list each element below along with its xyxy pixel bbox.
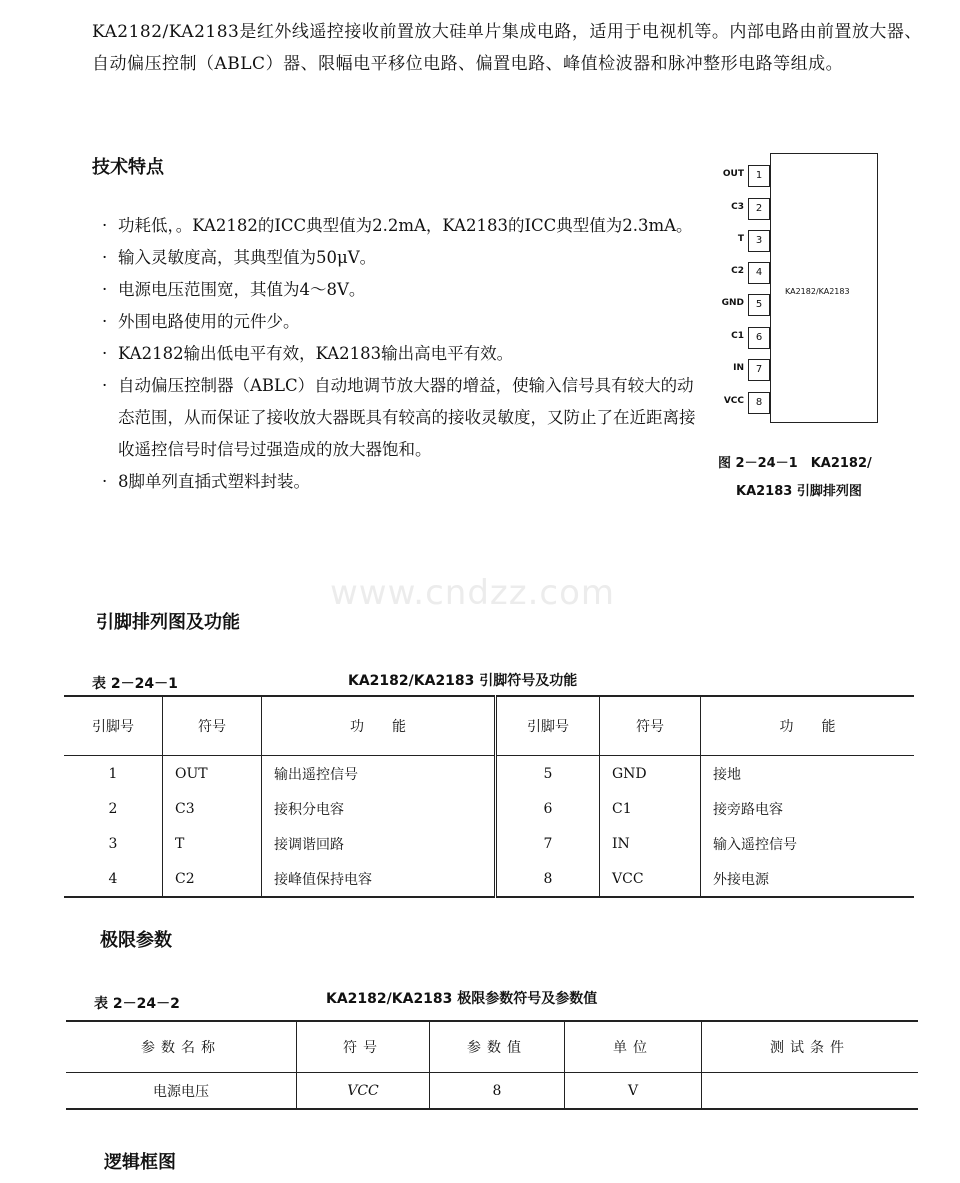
cell: 8 [496,861,600,897]
cell: IN [600,826,701,861]
cell: 接峰值保持电容 [262,861,496,897]
table1-title: KA2182/KA2183 引脚符号及功能 [348,673,578,689]
table-header-row [66,1021,918,1073]
col-header: 引脚号 [496,696,600,756]
features-heading: 技术特点 [92,157,164,178]
pin-2: 2 [748,198,770,220]
features-list [100,210,710,498]
pin-1: 1 [748,165,770,187]
pin-label-t: T [737,234,744,244]
col-header: 单位 [565,1021,702,1073]
chip-label: KA2182/KA2183 [785,287,850,296]
table-row [64,756,914,792]
pin-label-out: OUT [722,169,744,179]
table2-title: KA2182/KA2183 极限参数符号及参数值 [326,991,598,1007]
cell: VCC [600,861,701,897]
cell: 输出遥控信号 [262,756,496,792]
col-header: 引脚号 [64,696,163,756]
table1-number: 表 2－24－1 [92,676,178,692]
pin-label-gnd: GND [721,298,744,308]
cell: C2 [163,861,262,897]
cell: 8 [430,1073,565,1110]
cell: 接旁路电容 [701,791,915,826]
pin-label-vcc: VCC [723,396,744,406]
watermark: www.cndzz.com [330,573,616,613]
pin-6: 6 [748,327,770,349]
col-header: 符号 [600,696,701,756]
cell: C3 [163,791,262,826]
cell: 接地 [701,756,915,792]
cell: VCC [297,1073,430,1110]
cell: 2 [108,800,118,817]
col-header: 符号 [297,1021,430,1073]
pin-section-heading: 引脚排列图及功能 [96,612,240,633]
col-header: 测试条件 [702,1021,919,1073]
cell: 6 [496,791,600,826]
col-header: 参数名称 [66,1021,297,1073]
logic-diagram-heading: 逻辑框图 [104,1152,176,1173]
col-header: 符号 [163,696,262,756]
feature-item: · 自动偏压控制器（ABLC）自动地调节放大器的增益，使输入信号具有较大的动态范围，从而保证了接收放大器既具有较高的接收灵敏度，又防止了在近距离接收遥控信号时信号过强造成的放大器饱和。 [100,370,710,466]
cell [702,1073,919,1110]
feature-item: · KA2182输出低电平有效，KA2183输出高电平有效。 [100,338,710,370]
cell: 外接电源 [701,861,915,897]
cell: GND [600,756,701,792]
pin-5: 5 [748,294,770,316]
pin-label-c2: C2 [731,266,744,276]
table-header-row [64,696,914,756]
cell: 输入遥控信号 [701,826,915,861]
table-row [64,791,914,826]
col-header: 功 能 [701,696,915,756]
col-header: 功 能 [262,696,496,756]
feature-item: · 8脚单列直插式塑料封装。 [100,466,710,498]
figure-caption-line1: 图 2－24－1 KA2182/ [718,456,872,471]
cell: 7 [496,826,600,861]
pin-label-c3: C3 [731,202,744,212]
cell: 4 [108,870,118,887]
cell: C1 [600,791,701,826]
table2-number: 表 2－24－2 [94,996,180,1012]
col-header: 参数值 [430,1021,565,1073]
cell: 电源电压 [153,1083,209,1100]
pin-label-in: IN [733,363,744,373]
cell: V [565,1073,702,1110]
table-row [64,861,914,897]
table-row [64,826,914,861]
pin-3: 3 [748,230,770,252]
feature-item: · 电源电压范围宽，其值为4～8V。 [100,274,710,306]
table-row [66,1073,918,1110]
cell: 1 [108,765,118,782]
feature-item: · 外围电路使用的元件少。 [100,306,710,338]
limits-heading: 极限参数 [100,930,172,951]
cell: OUT [163,756,262,792]
pin-label-c1: C1 [731,331,744,341]
pin-8: 8 [748,392,770,414]
pin-4: 4 [748,262,770,284]
cell: 接积分电容 [262,791,496,826]
figure-caption [718,450,918,506]
pin-function-table [64,695,914,898]
limit-parameters-table [66,1020,918,1110]
cell: 接调谐回路 [262,826,496,861]
intro-paragraph: KA2182/KA2183是红外线遥控接收前置放大硅单片集成电路，适用于电视机等。内部电路由前置放大器、自动偏压控制（ABLC）器、限幅电平移位电路、偏置电路、峰值检波器和脉冲整形电路等组成。 [92,22,922,74]
pin-7: 7 [748,359,770,381]
feature-item: · 功耗低，。KA2182的ICC典型值为2.2mA，KA2183的ICC典型值为2.3mA。 [100,210,710,242]
cell: 5 [496,756,600,792]
cell: T [163,826,262,861]
figure-caption-line2: KA2183 引脚排列图 [736,484,862,499]
cell: 3 [108,835,118,852]
feature-item: · 输入灵敏度高，其典型值为50μV。 [100,242,710,274]
